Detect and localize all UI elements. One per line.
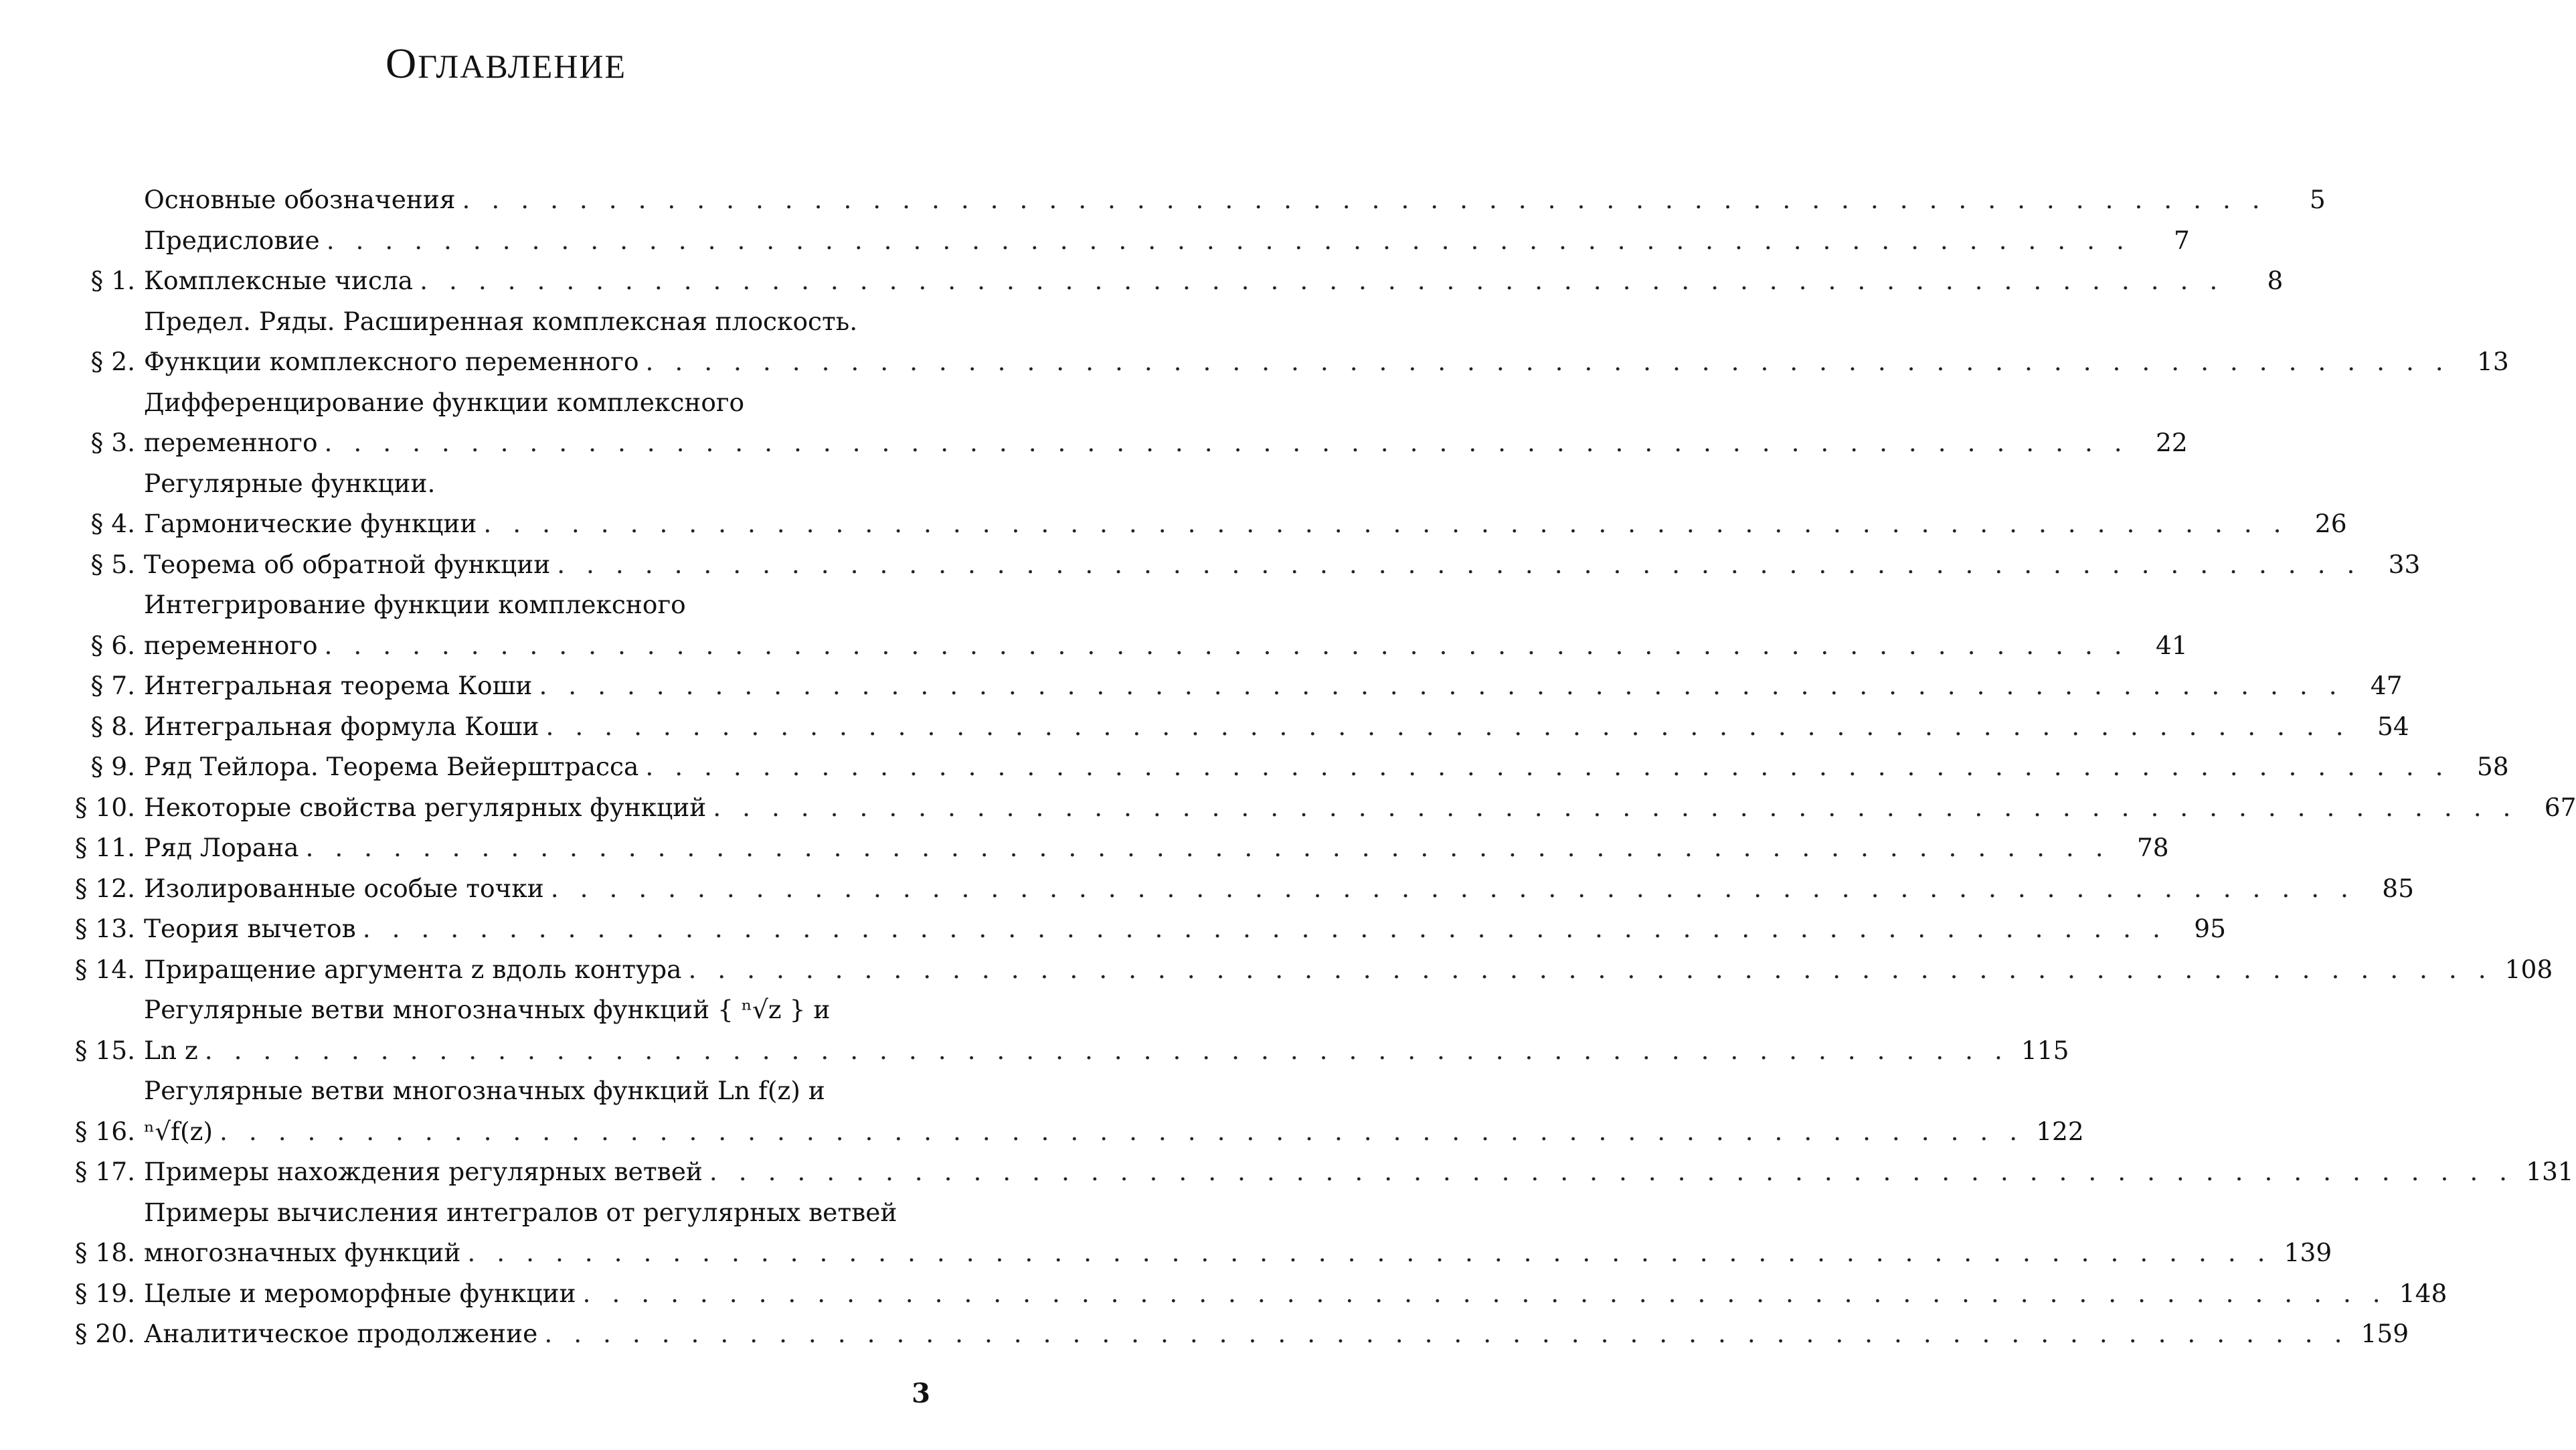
toc-entry[interactable]	[74, 665, 2403, 706]
toc-entry[interactable]	[74, 1192, 2332, 1273]
section-number: § 12.	[74, 873, 135, 903]
section-title	[144, 220, 2190, 261]
page-ref: 148	[2399, 1278, 2448, 1308]
section-title-line: Приращение аргумента z вдоль контура	[144, 954, 682, 984]
section-title-line: Примеры нахождения регулярных ветвей	[144, 1157, 703, 1186]
leader-dots: . . . . . . . . . . . . . . . . . . . . . . . . . . . . . . . . . . . . . . . . . . . . . . . . . . . . . . . . . . . . . .	[713, 792, 2518, 822]
leader-dots: . . . . . . . . . . . . . . . . . . . . . . . . . . . . . . . . . . . . . . . . . . . . . . . . . . . . . . . . . . . . . .	[462, 185, 2267, 214]
section-number: § 10.	[74, 792, 135, 822]
leader-dots: . . . . . . . . . . . . . . . . . . . . . . . . . . . . . . . . . . . . . . . . . . . . . . . . . . . . . . . . . . . . . .	[362, 914, 2167, 943]
section-title	[144, 382, 2188, 463]
leader-dots: . . . . . . . . . . . . . . . . . . . . . . . . . . . . . . . . . . . . . . . . . . . . . . . . . . . . . . . . . . . . . .	[324, 630, 2129, 660]
page-ref: 122	[2036, 1116, 2084, 1146]
section-title-line: Основные обозначения	[144, 185, 456, 214]
section-title	[144, 1151, 2574, 1192]
section-title-line: Интегрирование функции комплексного	[144, 590, 686, 619]
section-title-line: Аналитическое продолжение	[144, 1319, 538, 1348]
section-number: § 20.	[74, 1319, 135, 1348]
section-title-line: Ряд Лорана	[144, 833, 299, 862]
leader-dots: . . . . . . . . . . . . . . . . . . . . . . . . . . . . . . . . . . . . . . . . . . . . . . . . . . . . . . . . . . . . . .	[204, 1035, 2009, 1065]
section-title-line: Регулярные ветви многозначных функций { ⁿ√z } и	[144, 995, 831, 1024]
section-title-line: Примеры вычисления интегралов от регулярных ветвей	[144, 1197, 897, 1227]
section-number: § 1.	[90, 266, 135, 295]
page-ref: 33	[2388, 549, 2421, 579]
section-number: § 19.	[74, 1278, 135, 1308]
section-title-line: Интегральная формула Коши	[144, 711, 539, 741]
section-number: § 18.	[74, 1238, 135, 1267]
section-title-line: переменного	[144, 630, 318, 660]
page-ref: 58	[2476, 752, 2509, 781]
leader-dots: . . . . . . . . . . . . . . . . . . . . . . . . . . . . . . . . . . . . . . . . . . . . . . . . . . . . . . . . . . . . . .	[544, 1319, 2349, 1348]
section-title	[144, 179, 2326, 220]
section-number: § 9.	[90, 752, 135, 781]
section-title	[144, 868, 2414, 909]
leader-dots: . . . . . . . . . . . . . . . . . . . . . . . . . . . . . . . . . . . . . . . . . . . . . . . . . . . . . . . . . . . . . .	[420, 266, 2225, 295]
page-ref: 47	[2370, 671, 2403, 700]
page-ref: 139	[2284, 1238, 2332, 1267]
section-title-line: Дифференцирование функции комплексного	[144, 387, 745, 417]
leader-dots: . . . . . . . . . . . . . . . . . . . . . . . . . . . . . . . . . . . . . . . . . . . . . . . . . . . . . . . . . . . . . .	[688, 954, 2493, 984]
section-number: § 16.	[74, 1116, 135, 1146]
section-number: § 14.	[74, 954, 135, 984]
section-number: § 8.	[90, 711, 135, 741]
section-title	[144, 989, 2069, 1070]
toc-entry[interactable]	[74, 989, 2069, 1070]
page-ref: 108	[2504, 954, 2553, 984]
section-number: § 3.	[90, 428, 135, 457]
section-title-line: Регулярные функции.	[144, 468, 436, 498]
section-title-line: Ряд Тейлора. Теорема Вейерштрасса	[144, 752, 639, 781]
leader-dots: . . . . . . . . . . . . . . . . . . . . . . . . . . . . . . . . . . . . . . . . . . . . . . . . . . . . . . . . . . . . . .	[467, 1238, 2272, 1267]
toc-entry[interactable]	[74, 382, 2188, 463]
section-number: § 13.	[74, 914, 135, 943]
toc-entry[interactable]	[74, 949, 2553, 990]
toc-entry[interactable]	[74, 544, 2421, 585]
section-title-line: Функции комплексного переменного	[144, 347, 639, 376]
section-number: § 11.	[74, 833, 135, 862]
page-ref: 131	[2526, 1157, 2574, 1186]
section-title	[144, 746, 2509, 787]
toc-entry[interactable]	[74, 179, 2326, 220]
section-title	[144, 463, 2347, 544]
leader-dots: . . . . . . . . . . . . . . . . . . . . . . . . . . . . . . . . . . . . . . . . . . . . . . . . . . . . . . . . . . . . . .	[483, 509, 2288, 538]
section-title-line: Ln z	[144, 1035, 198, 1065]
toc-entry[interactable]	[74, 827, 2169, 868]
page-ref: 78	[2136, 833, 2169, 862]
section-title	[144, 949, 2553, 990]
page-ref: 41	[2156, 630, 2188, 660]
page-ref: 13	[2477, 347, 2509, 376]
section-title-line: Комплексные числа	[144, 266, 414, 295]
section-title	[144, 1273, 2448, 1314]
section-title	[144, 544, 2421, 585]
section-number: § 5.	[90, 549, 135, 579]
leader-dots: . . . . . . . . . . . . . . . . . . . . . . . . . . . . . . . . . . . . . . . . . . . . . . . . . . . . . . . . . . . . . .	[324, 428, 2129, 457]
leader-dots: . . . . . . . . . . . . . . . . . . . . . . . . . . . . . . . . . . . . . . . . . . . . . . . . . . . . . . . . . . . . . .	[326, 225, 2131, 255]
leader-dots: . . . . . . . . . . . . . . . . . . . . . . . . . . . . . . . . . . . . . . . . . . . . . . . . . . . . . . . . . . . . . .	[550, 873, 2355, 903]
section-title-line: Предел. Ряды. Расширенная комплексная плоскость.	[144, 306, 858, 336]
page-ref: 8	[2267, 266, 2284, 295]
page-ref: 5	[2309, 185, 2326, 214]
section-title-line: переменного	[144, 428, 318, 457]
section-title-line: Регулярные ветви многозначных функций Ln f(z) и	[144, 1076, 825, 1105]
section-title-line: многозначных функций	[144, 1238, 461, 1267]
leader-dots: . . . . . . . . . . . . . . . . . . . . . . . . . . . . . . . . . . . . . . . . . . . . . . . . . . . . . . . . . . . . . .	[645, 347, 2450, 376]
toc-entry[interactable]	[74, 1273, 2448, 1314]
page-ref: 85	[2382, 873, 2414, 903]
toc-entry[interactable]	[74, 1070, 2084, 1151]
section-title	[144, 1070, 2084, 1151]
leader-dots: . . . . . . . . . . . . . . . . . . . . . . . . . . . . . . . . . . . . . . . . . . . . . . . . . . . . . . . . . . . . . .	[220, 1116, 2025, 1146]
section-number: § 4.	[90, 509, 135, 538]
section-title	[144, 827, 2169, 868]
page-ref: 115	[2021, 1035, 2069, 1065]
toc-entry[interactable]	[74, 868, 2414, 909]
toc-entry[interactable]	[74, 220, 2190, 261]
leader-dots: . . . . . . . . . . . . . . . . . . . . . . . . . . . . . . . . . . . . . . . . . . . . . . . . . . . . . . . . . . . . . .	[305, 833, 2110, 862]
page-ref: 159	[2360, 1319, 2409, 1348]
page-ref: 67	[2544, 792, 2576, 822]
section-title	[144, 665, 2403, 706]
section-number: § 7.	[90, 671, 135, 700]
page-ref: 95	[2194, 914, 2226, 943]
table-of-contents	[74, 179, 2576, 1354]
section-number: § 17.	[74, 1157, 135, 1186]
section-title-line: Теорема об обратной функции	[144, 549, 551, 579]
page-ref: 22	[2156, 428, 2188, 457]
leader-dots: . . . . . . . . . . . . . . . . . . . . . . . . . . . . . . . . . . . . . . . . . . . . . . . . . . . . . . . . . . . . . .	[545, 711, 2350, 741]
page-ref: 54	[2377, 711, 2409, 741]
toc-entry[interactable]	[74, 908, 2226, 949]
leader-dots: . . . . . . . . . . . . . . . . . . . . . . . . . . . . . . . . . . . . . . . . . . . . . . . . . . . . . . . . . . . . . .	[645, 752, 2450, 781]
section-title	[144, 706, 2409, 747]
section-title-line: Гармонические функции	[144, 509, 477, 538]
toc-entry[interactable]	[74, 1313, 2409, 1354]
section-title-line: Некоторые свойства регулярных функций	[144, 792, 707, 822]
section-title	[144, 908, 2226, 949]
toc-entry[interactable]	[74, 260, 2284, 301]
toc-entry[interactable]	[74, 1151, 2574, 1192]
section-title	[144, 1192, 2332, 1273]
toc-entry[interactable]	[74, 787, 2576, 828]
toc-entry[interactable]	[74, 746, 2509, 787]
page-ref: 7	[2174, 225, 2190, 255]
section-title	[144, 584, 2188, 665]
section-title-line: Целые и мероморфные функции	[144, 1278, 576, 1308]
section-title	[144, 301, 2509, 382]
section-number: § 15.	[74, 1035, 135, 1065]
page-title: ОГЛАВЛЕНИЕ	[385, 39, 627, 87]
leader-dots: . . . . . . . . . . . . . . . . . . . . . . . . . . . . . . . . . . . . . . . . . . . . . . . . . . . . . . . . . . . . . .	[709, 1157, 2514, 1186]
leader-dots: . . . . . . . . . . . . . . . . . . . . . . . . . . . . . . . . . . . . . . . . . . . . . . . . . . . . . . . . . . . . . .	[582, 1278, 2387, 1308]
toc-entry[interactable]	[74, 706, 2409, 747]
toc-entry[interactable]	[74, 584, 2188, 665]
section-title	[144, 1313, 2409, 1354]
section-title-line: Теория вычетов	[144, 914, 356, 943]
section-title-line: Изолированные особые точки	[144, 873, 544, 903]
section-title-line: Интегральная теорема Коши	[144, 671, 533, 700]
section-title-line: ⁿ√f(z)	[144, 1116, 213, 1146]
toc-entry[interactable]	[74, 463, 2347, 544]
section-title	[144, 260, 2284, 301]
leader-dots: . . . . . . . . . . . . . . . . . . . . . . . . . . . . . . . . . . . . . . . . . . . . . . . . . . . . . . . . . . . . . .	[557, 549, 2362, 579]
page-ref: 26	[2314, 509, 2347, 538]
section-number: § 2.	[90, 347, 135, 376]
section-title-line: Предисловие	[144, 225, 320, 255]
page-number: 3	[912, 1378, 930, 1409]
leader-dots: . . . . . . . . . . . . . . . . . . . . . . . . . . . . . . . . . . . . . . . . . . . . . . . . . . . . . . . . . . . . . .	[539, 671, 2344, 700]
section-number: § 6.	[90, 630, 135, 660]
section-title	[144, 787, 2576, 828]
toc-entry[interactable]	[74, 301, 2509, 382]
